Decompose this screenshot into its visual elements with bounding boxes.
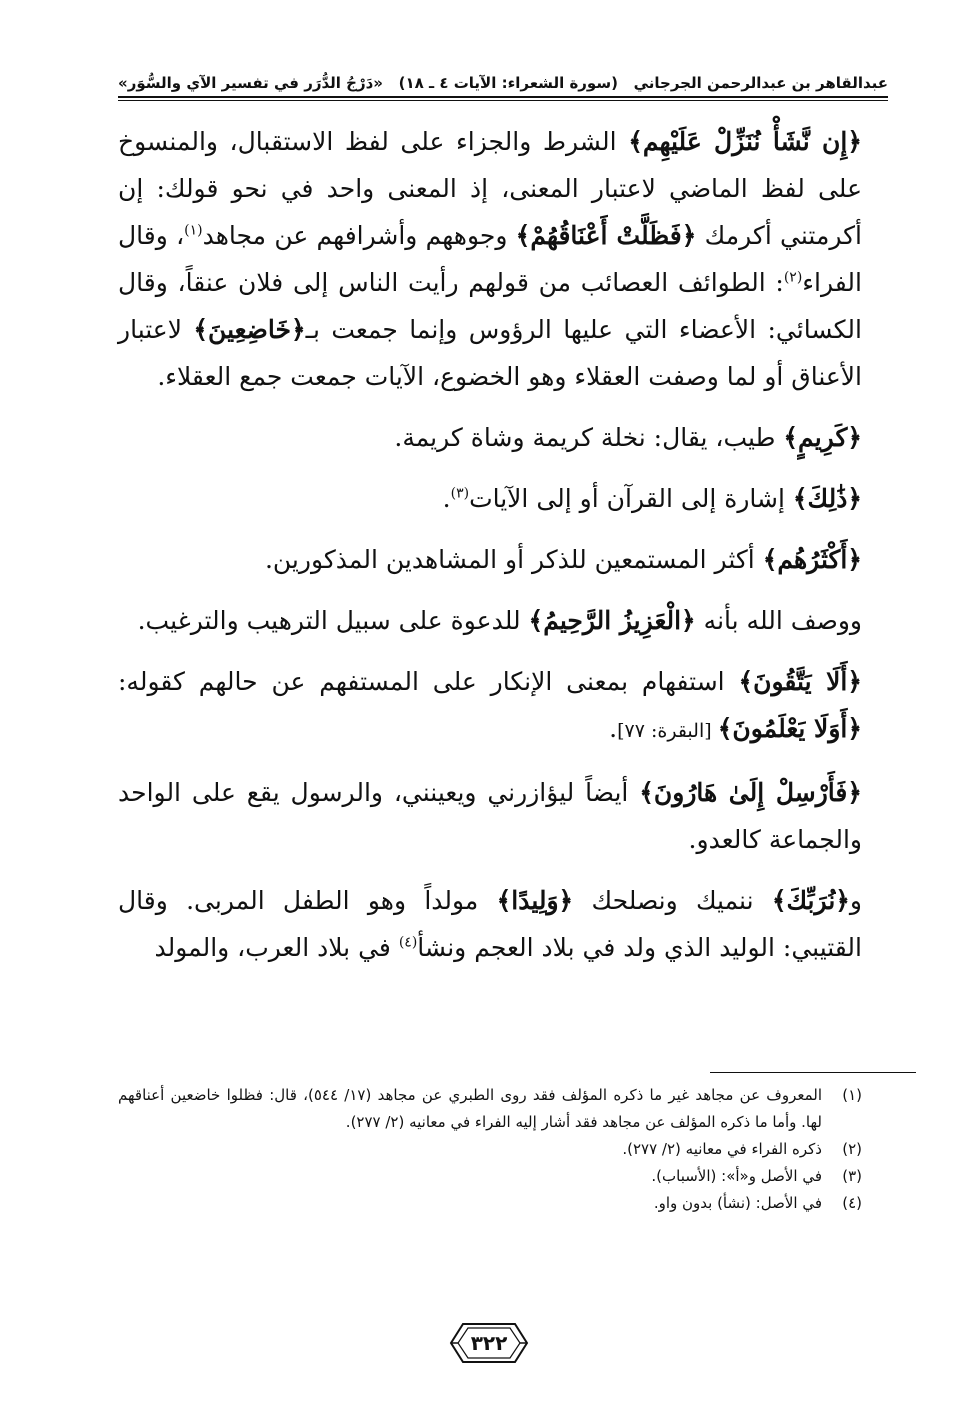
paragraph — [118, 414, 862, 461]
footnote-text: ذكره الفراء في معانيه (٢/ ٢٧٧). — [622, 1140, 822, 1158]
running-header — [118, 58, 888, 92]
text-run: للدعوة على سبيل الترهيب والترغيب. — [137, 606, 529, 635]
quran-quote: ﴿خَاضِعِينَ﴾ — [193, 315, 306, 344]
footnote-marker: (٣) — [450, 485, 470, 502]
header-author: عبدالقاهر بن عبدالرحمن الجرجاني — [633, 74, 888, 92]
paragraph — [118, 118, 862, 400]
citation-ref: [البقرة: ٧٧] — [617, 720, 718, 742]
page-number-ornament — [449, 1322, 529, 1364]
text-run: مولداً وهو الطفل المربى. وقال القتيبي: الوليد الذي ولد في بلاد العجم ونشأ — [118, 886, 862, 962]
footnote-number: (٢) — [842, 1140, 862, 1158]
text-run: و — [849, 886, 862, 915]
header-surah: (سورة الشعراء: الآيات ٤ ـ ١٨) — [398, 74, 618, 92]
paragraph — [118, 475, 862, 522]
text-run: أيضاً ليؤازرني ويعينني، والرسول يقع على الواحد والجماعة كالعدو. — [118, 778, 862, 854]
footnote-text: في الأصل: (نشأ) بدون واو. — [653, 1194, 822, 1212]
footnote — [118, 1190, 862, 1217]
footnote-marker: (٢) — [783, 269, 803, 286]
footnote — [118, 1136, 862, 1163]
paragraph — [118, 769, 862, 863]
header-rule — [118, 96, 888, 98]
header-rule-thin — [118, 100, 888, 101]
footnote-text: المعروف عن مجاهد غير ما ذكره المؤلف فقد روى الطبري عن مجاهد (١٧/ ٥٤٤)، قال: فظلوا خاضعين أعناقهم لها. وأما ما ذكره المؤلف عن مجاهد فقد أشار إليه الفراء في معانيه (٢/ ٢٧٧). — [118, 1086, 822, 1131]
text-run: . — [609, 714, 618, 743]
paragraph — [118, 658, 862, 755]
footnote-separator — [710, 1072, 916, 1073]
text-run: ووصف الله بأنه — [695, 606, 862, 635]
text-run: إشارة إلى القرآن أو إلى الآيات — [469, 484, 793, 513]
footnote — [118, 1163, 862, 1190]
text-run: لاعتبار الأعناق أو لما وصفت العقلاء وهو الخضوع، الآيات جمعت جمع العقلاء. — [118, 315, 862, 391]
header-book-title: «دَرْجُ الدُّرَر في تفسير الآي والسُّوَر» — [118, 74, 383, 92]
footnote — [118, 1082, 862, 1136]
paragraph — [118, 597, 862, 644]
page-number: ٣٢٢ — [470, 1331, 508, 1355]
quran-quote: ﴿فَأَرْسِلْ إِلَىٰ هَارُونَ﴾ — [639, 778, 862, 807]
quran-quote: ﴿ذَٰلِكَ﴾ — [792, 484, 862, 513]
text-run: الشرط والجزاء على لفظ الاستقبال، والمنسوخ على لفظ الماضي لاعتبار المعنى، إذ المعنى واحد في نحو قولك: إن أكرمتني أكرمك — [118, 127, 862, 250]
footnote-marker: (٤) — [398, 934, 418, 951]
quran-quote: ﴿كَرِيمٍ﴾ — [783, 423, 862, 452]
quran-quote: ﴿أَكْثَرُهُم﴾ — [762, 545, 862, 574]
text-run: . — [442, 484, 451, 513]
footnote-text: في الأصل و«أ»: (الأسباب). — [651, 1167, 822, 1185]
footnote-number: (٣) — [842, 1167, 862, 1185]
quran-quote: ﴿أَلَا يَتَّقُونَ﴾ — [738, 667, 862, 696]
quran-quote: ﴿فَظَلَّتْ أَعْنَاقُهُمْ﴾ — [515, 221, 697, 250]
footnote-number: (١) — [842, 1086, 862, 1104]
text-run: ، وقال الفراء — [118, 221, 862, 297]
text-run: في بلاد العرب، والمولد — [154, 933, 399, 962]
footnote-marker: (١) — [184, 222, 203, 239]
quran-quote: ﴿وَلِيدًا﴾ — [496, 886, 574, 915]
text-run: استفهام بمعنى الإنكار على المستفهم عن حالهم كقوله: — [118, 667, 739, 696]
paragraph — [118, 877, 862, 971]
paragraph — [118, 536, 862, 583]
quran-quote: ﴿نُرَبِّكَ﴾ — [771, 886, 850, 915]
text-run: طيب، يقال: نخلة كريمة وشاة كريمة. — [394, 423, 784, 452]
text-run: وجوههم وأشرافهم عن مجاهد — [202, 221, 516, 250]
quran-quote: ﴿الْعَزِيزُ الرَّحِيمُ﴾ — [528, 606, 696, 635]
text-run: : الطوائف العصائب من قولهم رأيت الناس إلى فلان عنقاً، وقال الكسائي: الأعضاء التي عليها الرؤوس وإنما جمعت بـ — [118, 268, 862, 344]
text-run: ننميك ونصلحك — [573, 886, 772, 915]
footnote-number: (٤) — [842, 1194, 862, 1212]
quran-quote: ﴿أَوَلَا يَعْلَمُونَ﴾ — [717, 714, 862, 743]
main-text — [118, 118, 862, 985]
footnotes — [118, 1082, 862, 1217]
quran-quote: ﴿إِن نَّشَأْ نُنَزِّلْ عَلَيْهِم﴾ — [628, 127, 862, 156]
text-run: أكثر المستمعين للذكر أو المشاهدين المذكورين. — [264, 545, 763, 574]
